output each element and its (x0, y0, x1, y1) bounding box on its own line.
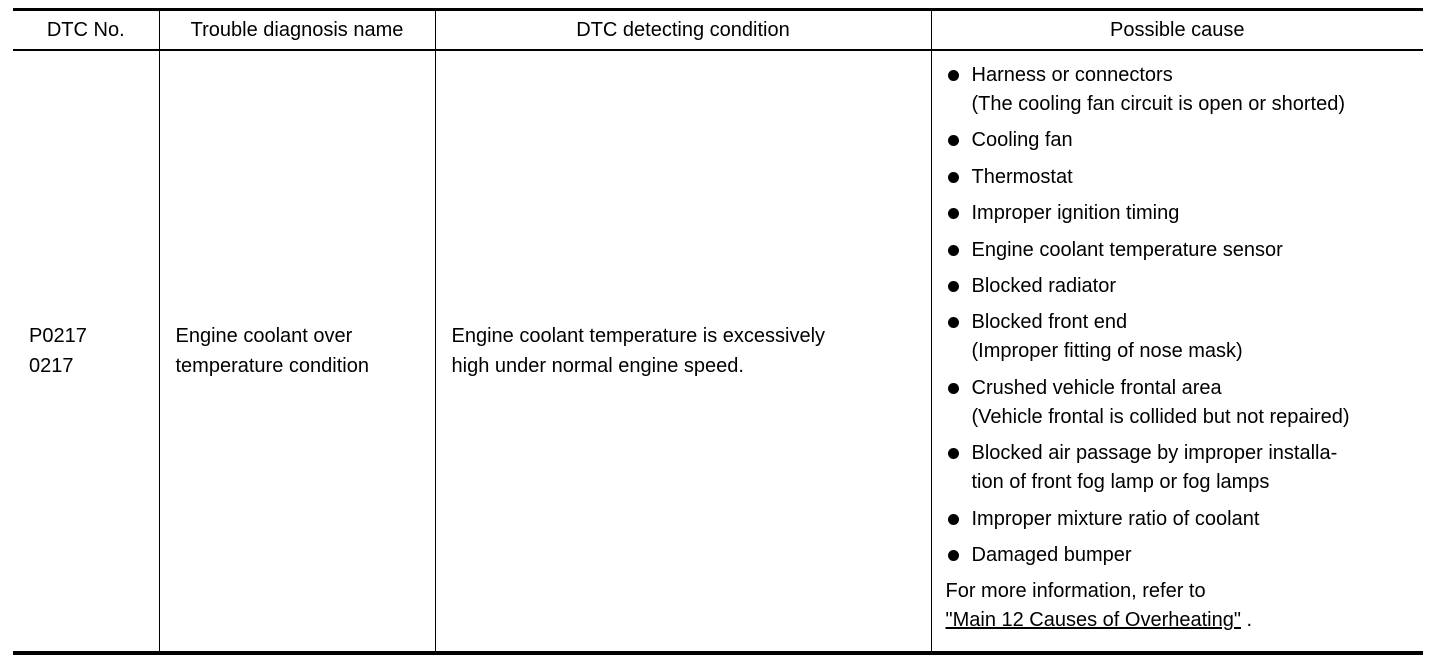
list-item (946, 199, 1424, 228)
dtc-table (13, 8, 1423, 655)
bullet-icon (948, 70, 959, 81)
dtc-number-cell (13, 50, 159, 653)
cause-text: Blocked front end (971, 311, 1128, 334)
more-info (946, 577, 1424, 635)
list-item (946, 308, 1424, 366)
header-dtc-detecting-condition: DTC detecting condition (435, 10, 931, 51)
list-item (946, 272, 1424, 301)
cause-text: Engine coolant temperature sensor (971, 238, 1283, 261)
condition-line: Engine coolant temperature is excessively (451, 325, 826, 347)
diagnosis-name-cell (159, 50, 435, 653)
cause-subtext: (Vehicle frontal is collided but not repaired) (971, 405, 1350, 428)
diagnosis-name-line: Engine coolant over (175, 325, 353, 347)
condition-line: high under normal engine speed. (451, 355, 744, 377)
list-item (946, 236, 1424, 265)
list-item (946, 439, 1424, 497)
cause-subtext: tion of front fog lamp or fog lamps (971, 471, 1270, 494)
cause-text: Improper mixture ratio of coolant (971, 507, 1260, 530)
cause-text: Thermostat (971, 165, 1073, 188)
detecting-condition-cell (435, 50, 931, 653)
cause-subtext: (Improper fitting of nose mask) (971, 340, 1243, 363)
bullet-icon (948, 135, 959, 146)
overheating-causes-link[interactable]: "Main 12 Causes of Overheating" (945, 609, 1241, 632)
header-trouble-diagnosis-name: Trouble diagnosis name (159, 10, 435, 51)
list-item (946, 505, 1424, 534)
more-info-line (946, 606, 1424, 635)
bullet-icon (948, 317, 959, 328)
cause-text: Improper ignition timing (971, 202, 1180, 225)
header-dtc-no: DTC No. (13, 10, 159, 51)
cause-text: Blocked air passage by improper installa- (971, 442, 1338, 465)
cause-text: Harness or connectors (971, 64, 1173, 86)
dtc-code-short: 0217 (29, 355, 74, 377)
diagnosis-name-line: temperature condition (175, 355, 369, 377)
possible-cause-cell (931, 50, 1423, 653)
bullet-icon (948, 208, 959, 219)
bullet-icon (948, 383, 959, 394)
bullet-icon (948, 172, 959, 183)
cause-subtext: (The cooling fan circuit is open or shorted) (971, 93, 1346, 115)
cause-text: Crushed vehicle frontal area (971, 376, 1222, 399)
list-item (946, 126, 1424, 155)
bullet-icon (948, 550, 959, 561)
bullet-icon (948, 245, 959, 256)
more-info-text: For more information, refer to (945, 580, 1206, 603)
cause-text: Cooling fan (971, 129, 1073, 152)
header-possible-cause: Possible cause (931, 10, 1423, 51)
dtc-code: P0217 (29, 325, 87, 347)
list-item (946, 163, 1424, 192)
list-item (946, 541, 1424, 570)
bullet-icon (948, 448, 959, 459)
cause-text: Damaged bumper (971, 543, 1132, 566)
cause-list (946, 61, 1424, 570)
header-row (13, 10, 1423, 51)
bullet-icon (948, 281, 959, 292)
list-item (946, 61, 1424, 119)
bullet-icon (948, 514, 959, 525)
more-info-suffix: . (1240, 609, 1253, 632)
cause-text: Blocked radiator (971, 274, 1117, 297)
list-item (946, 374, 1424, 432)
table-row (13, 50, 1423, 653)
